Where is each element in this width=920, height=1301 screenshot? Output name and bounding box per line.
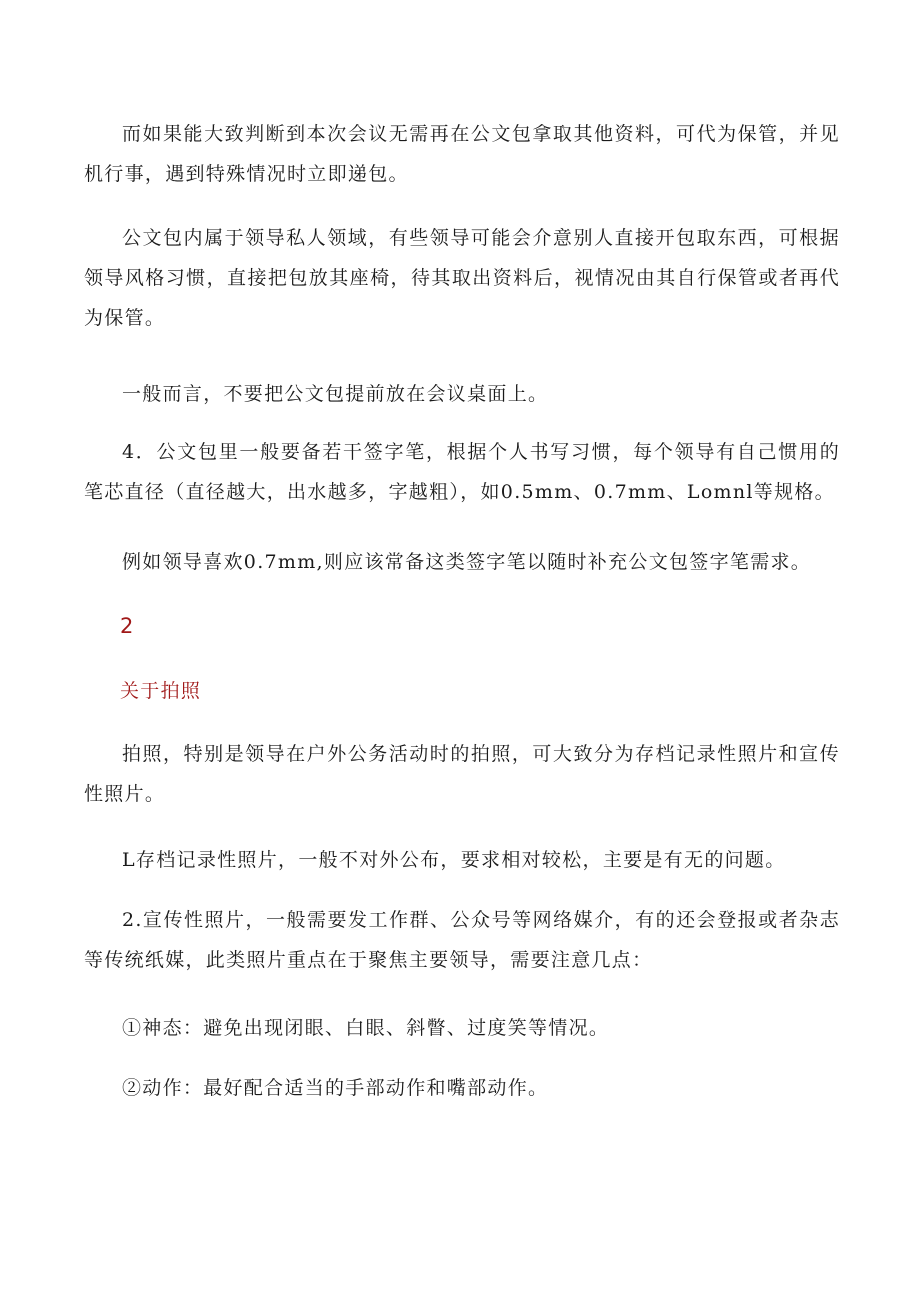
paragraph-private-domain: 公文包内属于领导私人领域，有些领导可能会介意别人直接开包取东西，可根据领导风格习惯，直接把包放其座椅，待其取出资料后，视情况由其自行保管或者再代为保管。 [84, 227, 840, 329]
paragraph-pen-example: 例如领导喜欢0.7mm,则应该常备这类签字笔以随时补充公文包签字笔需求。 [122, 551, 812, 573]
paragraph-not-on-table: 一般而言，不要把公文包提前放在会议桌面上。 [122, 383, 549, 405]
paragraph-signing-pens: 4．公文包里一般要备若干签字笔，根据个人书写习惯，每个领导有自己惯用的笔芯直径（直径越大，出水越多，字越粗），如0.5mm、0.7mm、Lomnl等规格。 [84, 441, 840, 503]
section-number: 2 [120, 614, 134, 638]
paragraph-gesture: ②动作：最好配合适当的手部动作和嘴部动作。 [122, 1077, 549, 1099]
paragraph-briefcase-custody: 而如果能大致判断到本次会议无需再在公文包拿取其他资料，可代为保管，并见机行事，遇到特殊情况时立即递包。 [84, 123, 840, 185]
section-title: 关于拍照 [120, 680, 202, 702]
paragraph-archive-photos: L存档记录性照片，一般不对外公布，要求相对较松，主要是有无的问题。 [122, 849, 786, 871]
paragraph-publicity-photos: 2.宣传性照片，一般需要发工作群、公众号等网络媒介，有的还会登报或者杂志等传统纸媒，此类照片重点在于聚焦主要领导，需要注意几点： [84, 909, 840, 971]
paragraph-expression: ①神态：避免出现闭眼、白眼、斜瞥、过度笑等情况。 [122, 1017, 610, 1039]
paragraph-photo-intro: 拍照，特别是领导在户外公务活动时的拍照，可大致分为存档记录性照片和宣传性照片。 [84, 743, 840, 805]
